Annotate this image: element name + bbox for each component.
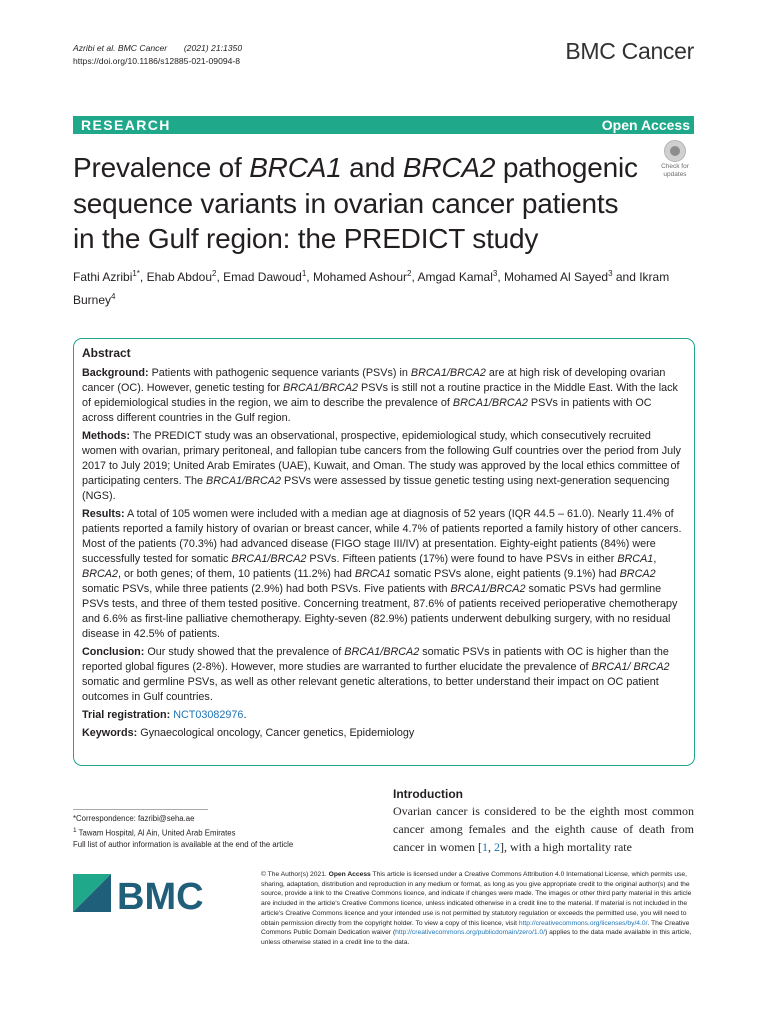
reference-link[interactable]: 2 <box>493 840 500 854</box>
bmc-logo-text: BMC <box>117 876 204 917</box>
abstract-trial-registration: Trial registration: NCT03082976. <box>82 709 247 721</box>
license-url[interactable]: http://creativecommons.org/licenses/by/4.0/ <box>518 919 648 927</box>
check-for-updates-badge[interactable] <box>655 140 695 180</box>
methods-label: Methods: <box>82 430 130 442</box>
check-updates-icon <box>664 140 686 162</box>
title-text: Prevalence of <box>73 152 250 183</box>
abstract-keywords <box>82 726 686 741</box>
citation-line <box>73 42 242 55</box>
journal-name: BMC Cancer <box>565 38 694 64</box>
title-text: pathogenic sequence variants in ovarian cancer patients in the Gulf region: the PREDICT study <box>73 152 638 254</box>
introduction-paragraph: Ovarian cancer is considered to be the eighth most common cancer among females and the eighth cause of death from cancer in women [1, 2], with a high mortality rate <box>393 804 694 854</box>
check-updates-line1: Check for <box>661 163 689 170</box>
affiliation: $^1$ Tawam Hospital, Al Ain, United Arab Emirates <box>73 826 236 838</box>
author-name: Ehab Abdou <box>146 270 212 284</box>
trial-registration-link[interactable]: NCT03082976 <box>173 709 244 721</box>
conclusion-label: Conclusion: <box>82 646 145 658</box>
article-type-label: RESEARCH <box>81 117 171 133</box>
license-notice: © The Author(s) 2021. Open Access This article is licensed under a Creative Commons Attribution 4.0 International License, which permits use, sharing, adaptation, distribution and reproduction in any medium or format, as long as you give appropriate credit to the original author(s) and the source, provide a link to the Creative Commons licence, and indicate if changes were made. The images or other third party material in this article are included in the article's Creative Commons licence, unless indicated otherwise in a credit line to the material. If material is not included in the article's Creative Commons licence and your intended use is not permitted by statutory regulation or exceeds the permitted use, you will need to obtain permission directly from the copyright holder. To view a copy of this licence, visit http://creativecommons.org/licenses/by/4.0/. The Creative Commons Public Domain Dedication waiver (http://creativecommons.org/publicdomain/zero/1.0/) applies to the data made available in this article, unless otherwise stated in a credit line to the data. <box>261 871 692 946</box>
keywords-label: Keywords: <box>82 727 138 739</box>
footnote-divider <box>73 809 208 810</box>
citation-block <box>73 42 242 67</box>
trial-label: Trial registration: <box>82 709 171 721</box>
title-text: and <box>341 152 403 183</box>
correspondence: *Correspondence: fazribi@seha.ae <box>73 814 195 823</box>
author-affiliation: 3 <box>492 269 498 278</box>
abstract-box <box>73 338 695 766</box>
doi-link[interactable]: https://doi.org/10.1186/s12885-021-09094-8 <box>73 55 241 66</box>
article-title <box>73 150 643 257</box>
results-label: Results: <box>82 508 125 520</box>
author-affiliation: 4 <box>111 292 116 301</box>
reference-link[interactable]: 1 <box>481 840 488 854</box>
abstract-background: Background: Patients with pathogenic sequence variants (PSVs) in BRCA1/BRCA2 are at high risk of developing ovarian cancer (OC). However, genetic testing for BRCA1/BRCA2 PSVs is still not a routine practice in the Middle East. With the lack of epidemiological studies in the region, we aim to describe the prevalence of BRCA1/BRCA2 PSVs in patients with OC across different countries in the Gulf region. <box>82 367 678 424</box>
footnotes <box>73 813 373 850</box>
keywords-text: Gynaecological oncology, Cancer genetics, Epidemiology <box>137 727 415 739</box>
author-name: Ikram Burney <box>73 270 670 307</box>
background-label: Background: <box>82 367 149 379</box>
bmc-logo-icon <box>73 872 213 917</box>
author-name: Amgad Kamal <box>417 270 493 284</box>
full-author-info-note: Full list of author information is available at the end of the article <box>73 839 294 849</box>
author-affiliation: 2 <box>407 269 412 278</box>
author-affiliation: 1* <box>132 269 140 278</box>
citation-volume: (2021) 21:1350 <box>183 43 243 53</box>
author-affiliation: 1 <box>301 269 307 278</box>
title-gene: BRCA2 <box>402 152 496 183</box>
introduction-heading: Introduction <box>393 787 463 801</box>
check-updates-line2: updates <box>663 170 687 178</box>
bmc-logo <box>73 872 213 917</box>
author-name: Emad Dawoud <box>223 270 302 284</box>
author-name: Mohamed Al Sayed <box>504 270 609 284</box>
check-updates-text <box>655 163 695 178</box>
author-list: Fathi Azribi$^{1*}$, Ehab Abdou$^2$, Emad Dawoud$^1$, Mohamed Ashour$^2$, Amgad Kamal$^3$, Mohamed Al Sayed$^3$ and Ikram Burney$^4$ <box>73 269 670 307</box>
public-domain-url[interactable]: http://creativecommons.org/publicdomain/zero/1.0/ <box>395 929 545 937</box>
article-type-banner <box>73 116 694 134</box>
abstract-results: Results: A total of 105 women were included with a median age at diagnosis of 52 years (IQR 44.5 – 61.0). Nearly 11.4% of patients reported a family history of ovarian or breast cancer, while 4.7% of patients reported a family history of other cancers. Most of the patients (70.3%) had advanced disease (FIGO stage III/IV) at presentation. Eighty-eight patients (84%) were successfully tested for somatic BRCA1/BRCA2 PSVs. Fifteen patients (17%) were found to have PSVs in either BRCA1, BRCA2, or both genes; of them, 10 patients (11.2%) had BRCA1 somatic PSVs alone, eight patients (9.1%) had BRCA2 somatic PSVs, while three patients (2.9%) had both PSVs. Five patients with BRCA1/BRCA2 somatic PSVs had germline PSVs tests, and three of them tested positive. Concerning treatment, 87.6% of patients received perioperative chemotherapy and 6.6% as first-line palliative chemotherapy. Eighty-seven (82.9%) patients underwent debulking surgery, with no residual disease in 42.5% of patients. <box>82 508 682 640</box>
title-gene: BRCA1 <box>249 152 342 183</box>
author-affiliation: 3 <box>608 269 613 278</box>
abstract-conclusion: Conclusion: Our study showed that the prevalence of BRCA1/BRCA2 somatic PSVs in patients with OC is higher than the reported global figures (2-8%). However, more studies are warranted to further elucidate the prevalence of BRCA1/ BRCA2 somatic and germline PSVs, as well as other relevant genetic alterations, to better understand their impact on OC patient outcomes in Gulf countries. <box>82 646 670 703</box>
license-oa-label: Open Access <box>328 871 371 878</box>
author-name: Fathi Azribi <box>73 270 133 284</box>
author-affiliation: 2 <box>212 269 217 278</box>
author-name: Mohamed Ashour <box>312 270 408 284</box>
citation-authors: Azribi et al. BMC Cancer <box>73 43 168 53</box>
open-access-label: Open Access <box>601 117 690 133</box>
abstract-methods: Methods: The PREDICT study was an observational, prospective, epidemiological study, which consecutively recruited women with ovarian, primary peritoneal, and fallopian tube cancers from the following Gulf countries over the period from July 2017 to July 2019; United Arab Emirates (UAE), Kuwait, and Oman. The study was approved by the local ethics committee of participating centers. The BRCA1/BRCA2 PSVs were assessed by tissue genetic testing using next-generation sequencing (NGS). <box>82 430 681 502</box>
abstract-heading: Abstract <box>82 346 131 360</box>
